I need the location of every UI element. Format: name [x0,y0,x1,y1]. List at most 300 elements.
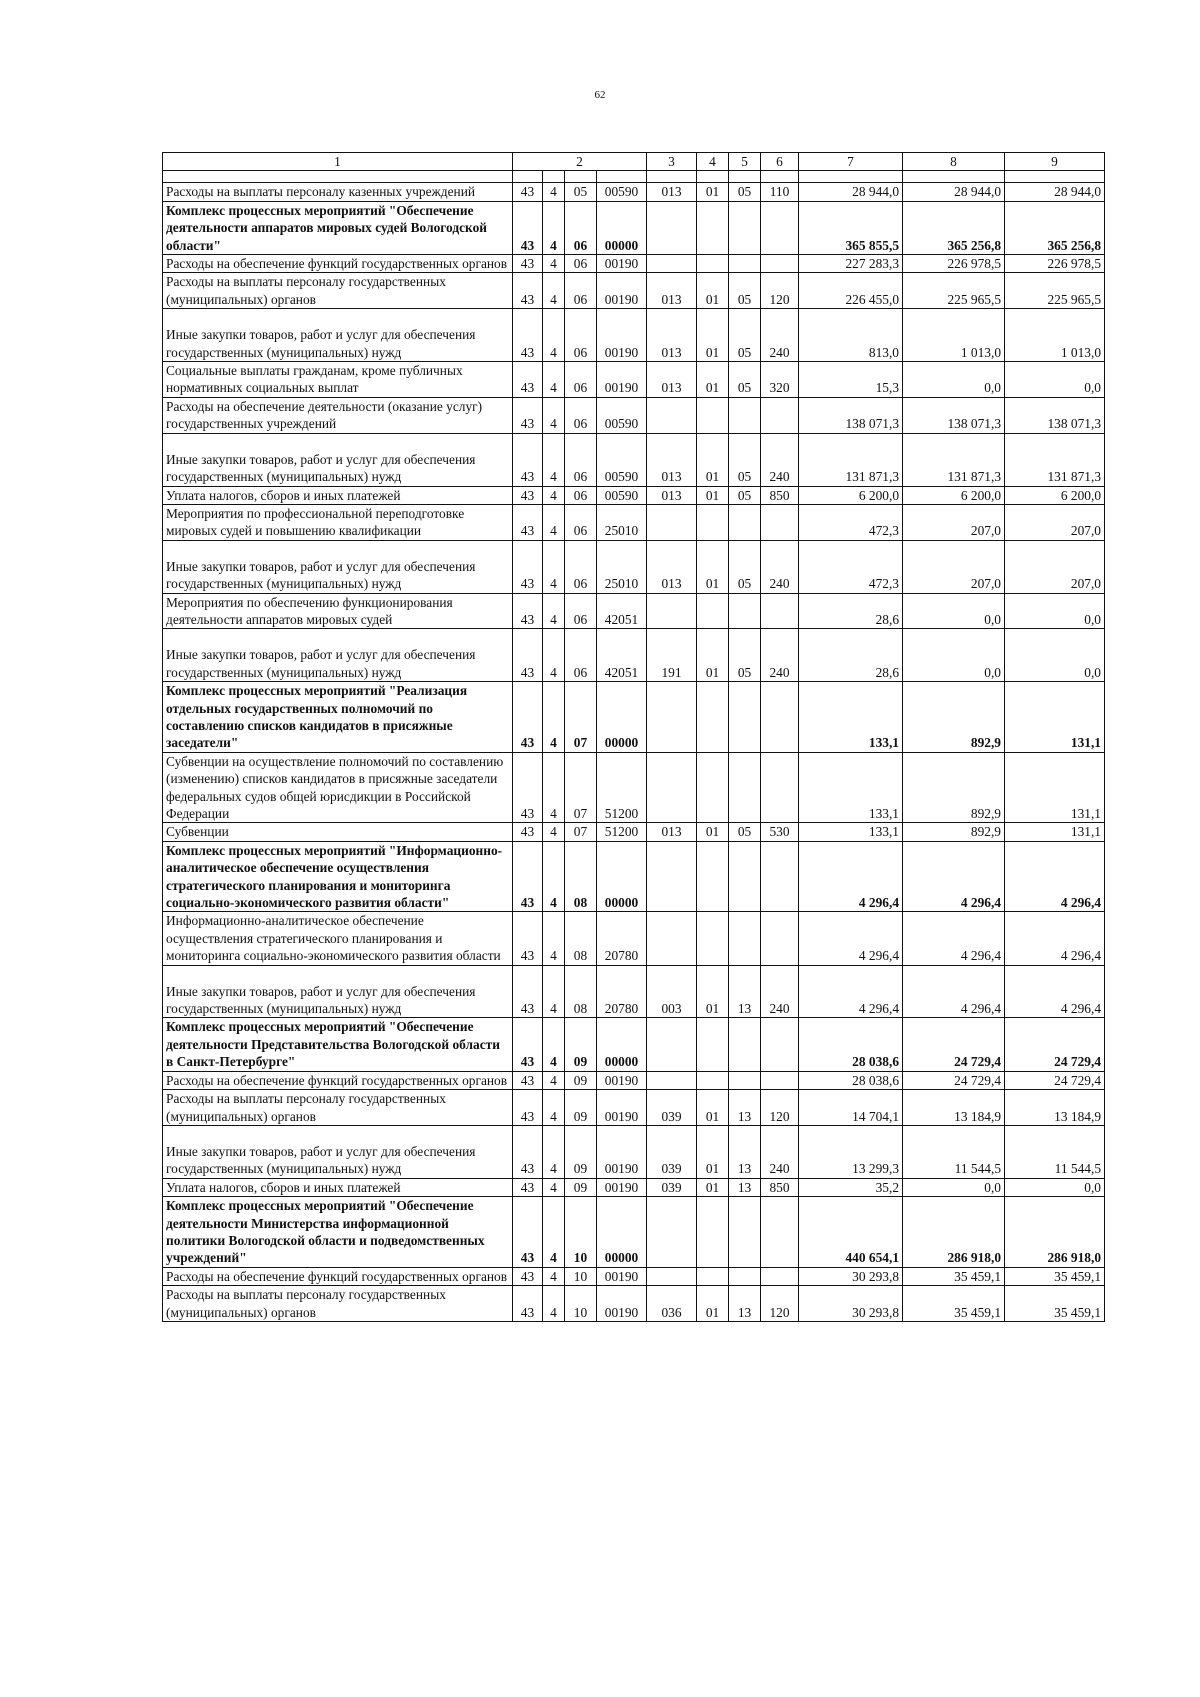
subsection-code [729,752,761,823]
csr-program: 43 [513,362,543,398]
amount-col-8: 138 071,3 [903,397,1005,433]
csr-measure: 08 [565,912,597,965]
csr-program: 43 [513,965,543,1018]
amount-col-8: 207,0 [903,504,1005,540]
csr-program: 43 [513,823,543,841]
amount-col-8: 131 871,3 [903,433,1005,486]
spacer-cell [513,171,543,183]
expense-name: Комплекс процессных мероприятий "Обеспечение деятельности Представительства Вологодской области в Санкт-Петербурге" [163,1018,513,1071]
ministry-code [647,841,697,912]
section-code [697,1197,729,1268]
section-code: 01 [697,1125,729,1178]
table-row [163,397,1105,433]
ministry-code: 013 [647,486,697,504]
amount-col-7: 30 293,8 [799,1286,903,1322]
expense-type-code [761,255,799,273]
expense-name: Иные закупки товаров, работ и услуг для обеспечения государственных (муниципальных) нужд [163,433,513,486]
csr-direction: 00190 [597,1090,647,1126]
ministry-code [647,504,697,540]
expense-name: Комплекс процессных мероприятий "Обеспечение деятельности аппаратов мировых судей Вологодской области" [163,201,513,254]
amount-col-9: 226 978,5 [1005,255,1105,273]
section-code: 01 [697,362,729,398]
amount-col-7: 138 071,3 [799,397,903,433]
csr-measure: 06 [565,201,597,254]
section-code: 01 [697,823,729,841]
csr-program: 43 [513,1286,543,1322]
subsection-code [729,682,761,753]
expense-type-code [761,1267,799,1285]
amount-col-9: 225 965,5 [1005,273,1105,309]
spacer-cell [543,171,565,183]
table-row [163,362,1105,398]
expense-type-code: 240 [761,309,799,362]
csr-measure: 07 [565,682,597,753]
section-code [697,504,729,540]
expense-name: Социальные выплаты гражданам, кроме публичных нормативных социальных выплат [163,362,513,398]
amount-col-9: 13 184,9 [1005,1090,1105,1126]
subsection-code: 13 [729,1090,761,1126]
subsection-code: 05 [729,629,761,682]
table-row [163,486,1105,504]
table-row [163,255,1105,273]
subsection-code: 05 [729,273,761,309]
amount-col-7: 365 855,5 [799,201,903,254]
csr-type: 4 [543,397,565,433]
csr-type: 4 [543,1286,565,1322]
amount-col-9: 4 296,4 [1005,912,1105,965]
expense-type-code: 110 [761,183,799,201]
csr-measure: 07 [565,752,597,823]
amount-col-9: 11 544,5 [1005,1125,1105,1178]
expense-type-code: 240 [761,433,799,486]
csr-type: 4 [543,255,565,273]
csr-measure: 10 [565,1286,597,1322]
csr-measure: 09 [565,1178,597,1196]
amount-col-7: 6 200,0 [799,486,903,504]
amount-col-9: 131 871,3 [1005,433,1105,486]
subsection-code [729,201,761,254]
csr-direction: 00000 [597,682,647,753]
expense-type-code: 120 [761,273,799,309]
spacer-cell [729,171,761,183]
csr-type: 4 [543,362,565,398]
expense-type-code [761,682,799,753]
amount-col-7: 28,6 [799,593,903,629]
ministry-code: 039 [647,1178,697,1196]
csr-direction: 20780 [597,912,647,965]
amount-col-7: 13 299,3 [799,1125,903,1178]
csr-measure: 05 [565,183,597,201]
csr-measure: 06 [565,629,597,682]
csr-program: 43 [513,504,543,540]
csr-type: 4 [543,1125,565,1178]
csr-direction: 00000 [597,1018,647,1071]
amount-col-7: 440 654,1 [799,1197,903,1268]
csr-program: 43 [513,841,543,912]
amount-col-9: 24 729,4 [1005,1018,1105,1071]
amount-col-8: 0,0 [903,629,1005,682]
csr-program: 43 [513,1178,543,1196]
table-row [163,593,1105,629]
csr-measure: 10 [565,1197,597,1268]
expense-name: Уплата налогов, сборов и иных платежей [163,1178,513,1196]
table-body [163,171,1105,1322]
spacer-row [163,171,1105,183]
expense-name: Расходы на выплаты персоналу государственных (муниципальных) органов [163,1286,513,1322]
amount-col-7: 4 296,4 [799,912,903,965]
csr-program: 43 [513,273,543,309]
expense-type-code [761,201,799,254]
amount-col-9: 0,0 [1005,1178,1105,1196]
table-row [163,540,1105,593]
expense-type-code [761,912,799,965]
amount-col-7: 28,6 [799,629,903,682]
csr-measure: 06 [565,433,597,486]
expense-type-code: 120 [761,1286,799,1322]
table-row [163,183,1105,201]
expense-name: Субвенции на осуществление полномочий по составлению (изменению) списков кандидатов в присяжные заседатели федеральных судов общей юрисдикции в Российской Федерации [163,752,513,823]
section-code [697,682,729,753]
amount-col-8: 207,0 [903,540,1005,593]
amount-col-8: 11 544,5 [903,1125,1005,1178]
csr-direction: 00190 [597,362,647,398]
csr-program: 43 [513,397,543,433]
amount-col-7: 35,2 [799,1178,903,1196]
section-code [697,1267,729,1285]
amount-col-9: 1 013,0 [1005,309,1105,362]
csr-direction: 42051 [597,593,647,629]
table-row [163,273,1105,309]
ministry-code [647,201,697,254]
amount-col-8: 35 459,1 [903,1286,1005,1322]
amount-col-8: 1 013,0 [903,309,1005,362]
table-row [163,201,1105,254]
section-code: 01 [697,629,729,682]
ministry-code: 003 [647,965,697,1018]
amount-col-9: 365 256,8 [1005,201,1105,254]
amount-col-9: 0,0 [1005,362,1105,398]
amount-col-8: 4 296,4 [903,841,1005,912]
csr-direction: 00190 [597,273,647,309]
csr-program: 43 [513,752,543,823]
section-code [697,397,729,433]
csr-measure: 10 [565,1267,597,1285]
csr-program: 43 [513,183,543,201]
csr-direction: 20780 [597,965,647,1018]
csr-program: 43 [513,593,543,629]
expense-type-code: 320 [761,362,799,398]
spacer-cell [597,171,647,183]
csr-program: 43 [513,1197,543,1268]
expense-name: Мероприятия по профессиональной переподготовке мировых судей и повышению квалификации [163,504,513,540]
ministry-code [647,1018,697,1071]
csr-type: 4 [543,1071,565,1089]
csr-type: 4 [543,682,565,753]
amount-col-8: 4 296,4 [903,965,1005,1018]
csr-type: 4 [543,965,565,1018]
csr-measure: 06 [565,593,597,629]
csr-direction: 00190 [597,1071,647,1089]
expense-name: Комплекс процессных мероприятий "Обеспечение деятельности Министерства информационной политики Вологодской области и подведомственных учреждений" [163,1197,513,1268]
table-row [163,682,1105,753]
table-row [163,1267,1105,1285]
csr-measure: 06 [565,255,597,273]
amount-col-7: 133,1 [799,682,903,753]
amount-col-7: 472,3 [799,540,903,593]
amount-col-9: 28 944,0 [1005,183,1105,201]
expense-type-code: 240 [761,965,799,1018]
expense-type-code [761,1018,799,1071]
amount-col-7: 28 038,6 [799,1018,903,1071]
amount-col-9: 35 459,1 [1005,1286,1105,1322]
subsection-code: 13 [729,1178,761,1196]
csr-program: 43 [513,1267,543,1285]
csr-program: 43 [513,682,543,753]
csr-type: 4 [543,540,565,593]
section-code: 01 [697,1090,729,1126]
csr-direction: 00000 [597,201,647,254]
ministry-code: 039 [647,1090,697,1126]
amount-col-8: 286 918,0 [903,1197,1005,1268]
spacer-cell [565,171,597,183]
csr-program: 43 [513,1125,543,1178]
csr-type: 4 [543,504,565,540]
ministry-code: 013 [647,309,697,362]
expense-type-code [761,752,799,823]
amount-col-7: 4 296,4 [799,841,903,912]
ministry-code [647,255,697,273]
expense-type-code: 240 [761,540,799,593]
amount-col-9: 0,0 [1005,593,1105,629]
amount-col-7: 226 455,0 [799,273,903,309]
amount-col-9: 207,0 [1005,540,1105,593]
table-row [163,504,1105,540]
subsection-code [729,255,761,273]
amount-col-7: 14 704,1 [799,1090,903,1126]
amount-col-8: 24 729,4 [903,1071,1005,1089]
table-row [163,1018,1105,1071]
amount-col-8: 892,9 [903,752,1005,823]
expense-name: Мероприятия по обеспечению функционирования деятельности аппаратов мировых судей [163,593,513,629]
amount-col-9: 131,1 [1005,823,1105,841]
amount-col-7: 133,1 [799,752,903,823]
table-row [163,433,1105,486]
header-cell: 6 [761,153,799,171]
expense-type-code [761,1197,799,1268]
expense-type-code: 120 [761,1090,799,1126]
amount-col-9: 24 729,4 [1005,1071,1105,1089]
expense-type-code: 240 [761,629,799,682]
expense-type-code [761,841,799,912]
subsection-code [729,912,761,965]
amount-col-8: 892,9 [903,682,1005,753]
ministry-code: 013 [647,273,697,309]
amount-col-9: 207,0 [1005,504,1105,540]
spacer-cell [163,171,513,183]
section-code: 01 [697,433,729,486]
csr-program: 43 [513,255,543,273]
csr-measure: 06 [565,273,597,309]
expense-name: Уплата налогов, сборов и иных платежей [163,486,513,504]
table-row [163,1090,1105,1126]
section-code: 01 [697,273,729,309]
ministry-code: 013 [647,183,697,201]
csr-direction: 25010 [597,504,647,540]
ministry-code [647,912,697,965]
section-code: 01 [697,540,729,593]
ministry-code [647,593,697,629]
amount-col-8: 365 256,8 [903,201,1005,254]
ministry-code: 013 [647,433,697,486]
csr-direction: 00590 [597,486,647,504]
header-cell: 9 [1005,153,1105,171]
csr-program: 43 [513,486,543,504]
header-cell: 5 [729,153,761,171]
subsection-code [729,397,761,433]
expense-name: Информационно-аналитическое обеспечение осуществления стратегического планирования и мониторинга социально-экономического развития области [163,912,513,965]
expense-type-code [761,397,799,433]
spacer-cell [903,171,1005,183]
section-code [697,255,729,273]
ministry-code: 013 [647,362,697,398]
amount-col-7: 813,0 [799,309,903,362]
csr-measure: 06 [565,540,597,593]
csr-type: 4 [543,1018,565,1071]
expense-name: Расходы на обеспечение функций государственных органов [163,1267,513,1285]
section-code [697,841,729,912]
amount-col-9: 6 200,0 [1005,486,1105,504]
header-cell: 7 [799,153,903,171]
csr-direction: 25010 [597,540,647,593]
amount-col-8: 225 965,5 [903,273,1005,309]
subsection-code: 05 [729,433,761,486]
amount-col-8: 35 459,1 [903,1267,1005,1285]
table-row [163,823,1105,841]
ministry-code [647,1071,697,1089]
expense-type-code [761,593,799,629]
expense-type-code: 240 [761,1125,799,1178]
ministry-code: 191 [647,629,697,682]
amount-col-7: 15,3 [799,362,903,398]
section-code: 01 [697,486,729,504]
csr-type: 4 [543,309,565,362]
ministry-code [647,1267,697,1285]
header-cell: 4 [697,153,729,171]
csr-measure: 06 [565,309,597,362]
csr-direction: 00590 [597,183,647,201]
expense-name: Иные закупки товаров, работ и услуг для обеспечения государственных (муниципальных) нужд [163,1125,513,1178]
amount-col-9: 4 296,4 [1005,965,1105,1018]
section-code [697,593,729,629]
expense-name: Расходы на обеспечение функций государственных органов [163,1071,513,1089]
amount-col-8: 0,0 [903,362,1005,398]
subsection-code: 05 [729,362,761,398]
ministry-code [647,1197,697,1268]
subsection-code: 05 [729,540,761,593]
csr-type: 4 [543,1267,565,1285]
csr-type: 4 [543,629,565,682]
amount-col-8: 28 944,0 [903,183,1005,201]
section-code: 01 [697,1286,729,1322]
csr-direction: 00190 [597,1125,647,1178]
table-row [163,309,1105,362]
ministry-code: 036 [647,1286,697,1322]
csr-program: 43 [513,1018,543,1071]
spacer-cell [1005,171,1105,183]
expense-type-code: 850 [761,1178,799,1196]
csr-measure: 09 [565,1090,597,1126]
csr-measure: 09 [565,1125,597,1178]
csr-type: 4 [543,823,565,841]
csr-program: 43 [513,201,543,254]
amount-col-7: 227 283,3 [799,255,903,273]
csr-program: 43 [513,433,543,486]
header-cell: 3 [647,153,697,171]
amount-col-8: 0,0 [903,593,1005,629]
subsection-code: 05 [729,823,761,841]
subsection-code: 05 [729,183,761,201]
csr-direction: 00590 [597,397,647,433]
expense-name: Иные закупки товаров, работ и услуг для обеспечения государственных (муниципальных) нужд [163,629,513,682]
ministry-code [647,752,697,823]
csr-program: 43 [513,309,543,362]
csr-measure: 06 [565,486,597,504]
expense-name: Расходы на выплаты персоналу государственных (муниципальных) органов [163,1090,513,1126]
csr-type: 4 [543,201,565,254]
section-code [697,1071,729,1089]
section-code: 01 [697,1178,729,1196]
amount-col-8: 13 184,9 [903,1090,1005,1126]
csr-program: 43 [513,540,543,593]
spacer-cell [761,171,799,183]
amount-col-8: 24 729,4 [903,1018,1005,1071]
amount-col-9: 286 918,0 [1005,1197,1105,1268]
csr-direction: 00190 [597,1267,647,1285]
table-row [163,841,1105,912]
subsection-code: 13 [729,1286,761,1322]
amount-col-7: 28 038,6 [799,1071,903,1089]
amount-col-7: 472,3 [799,504,903,540]
spacer-cell [799,171,903,183]
csr-measure: 08 [565,841,597,912]
csr-type: 4 [543,486,565,504]
csr-type: 4 [543,841,565,912]
csr-program: 43 [513,1090,543,1126]
amount-col-8: 6 200,0 [903,486,1005,504]
table-row [163,1071,1105,1089]
section-code [697,201,729,254]
csr-direction: 00190 [597,1178,647,1196]
ministry-code: 013 [647,540,697,593]
subsection-code [729,1197,761,1268]
csr-direction: 00190 [597,255,647,273]
section-code [697,912,729,965]
expense-name: Расходы на обеспечение функций государственных органов [163,255,513,273]
csr-measure: 06 [565,504,597,540]
csr-direction: 42051 [597,629,647,682]
subsection-code: 05 [729,486,761,504]
subsection-code [729,1018,761,1071]
amount-col-9: 4 296,4 [1005,841,1105,912]
amount-col-7: 28 944,0 [799,183,903,201]
subsection-code [729,593,761,629]
subsection-code: 13 [729,1125,761,1178]
csr-direction: 51200 [597,752,647,823]
csr-program: 43 [513,912,543,965]
subsection-code: 13 [729,965,761,1018]
table-row [163,965,1105,1018]
amount-col-9: 131,1 [1005,752,1105,823]
